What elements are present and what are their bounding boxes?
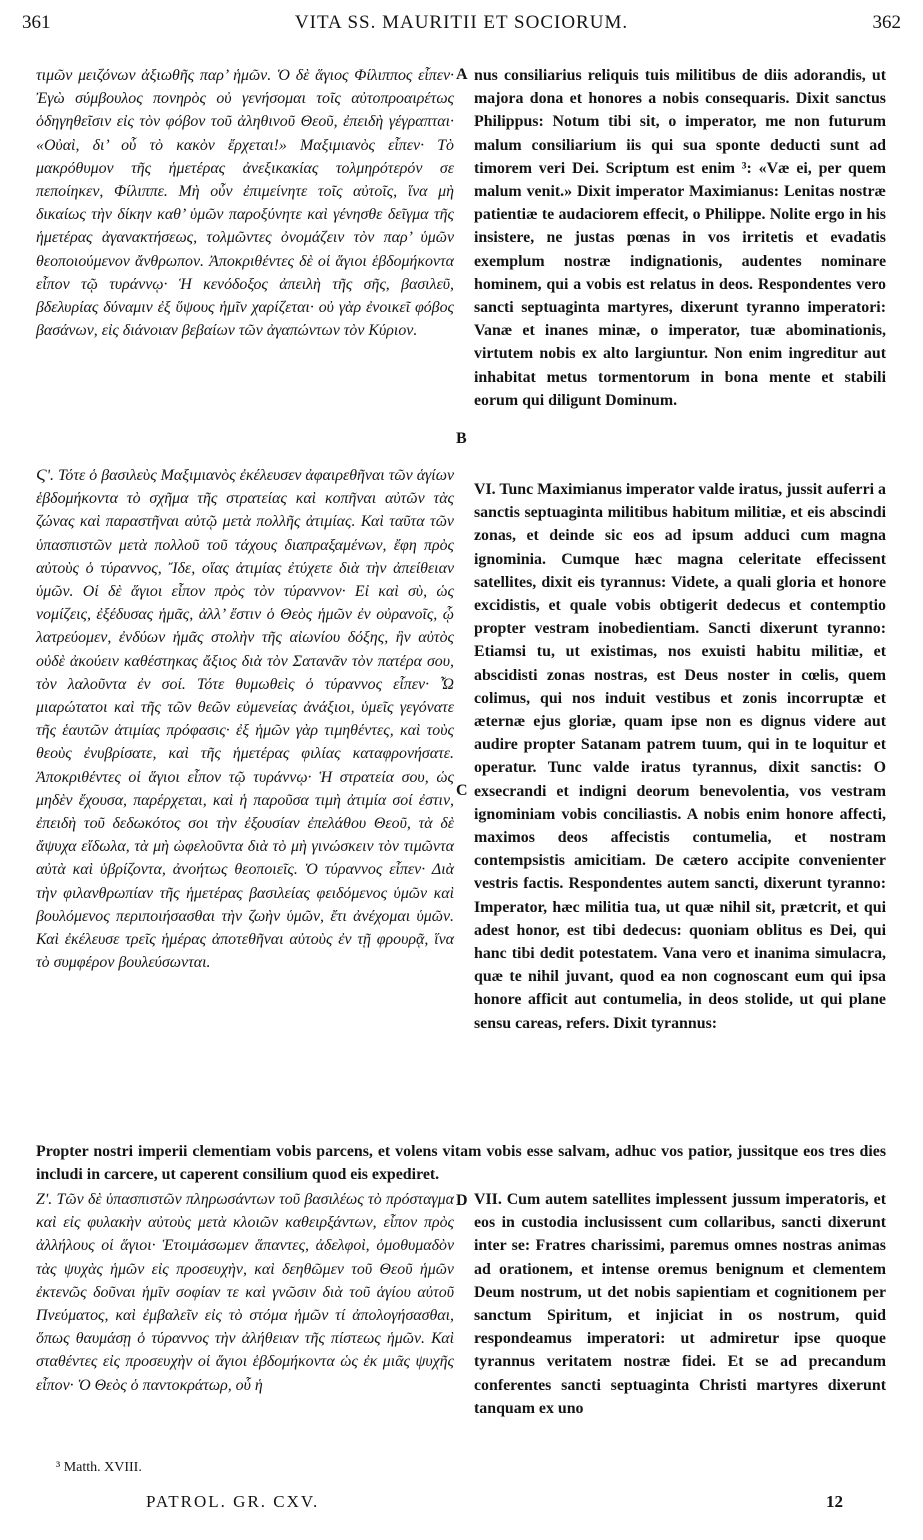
gathering-number: 12 [826,1492,843,1511]
greek-paragraph-3: Ζʹ. Τῶν δὲ ὑπασπιστῶν πληρωσάντων τοῦ βασιλέως τὸ πρόσταγμα καὶ εἰς φυλακὴν αὐτοὺς μετὰ κλοιῶν καθειρξάντων, εἶπον πρὸς ἀλλήλους οἱ ἅγιοι· Ἑτοιμάσωμεν ἅπαντες, ἀδελφοὶ, ὁμοθυμαδὸν τὰς ψυχὰς ἡμῶν εἰς προσευχὴν, καὶ δεηθῶμεν τοῦ Θεοῦ ἡμῶν ἐκτενῶς δοῦναι ἡμῖν σοφίαν τε καὶ γνῶσιν διὰ τοῦ ἁγίου αὐτοῦ Πνεύματος, καὶ ἐμβαλεῖν εἰς τὸ στόμα ἡμῶν τί ἀπολογήσασθαι, ὅπως θαυμάσῃ ὁ τύραννος τὴν ἀλήθειαν τῆς πίστεως ἡμῶν. Καὶ σταθέντες εἰς προσευχὴν οἱ ἅγιοι ἑβδομήκοντα ὡς ἐκ μιᾶς ψυχῆς εἶπον· Ὁ Θεὸς ὁ παντοκράτωρ, οὗ ἡ [36,1191,454,1394]
page-number-right: 362 [872,12,901,33]
latin-column-top [474,64,886,412]
latin-column-middle [474,478,886,1035]
running-title: VITA SS. MAURITII ET SOCIORUM. [294,12,629,33]
greek-paragraph-2: Ϛʹ. Τότε ὁ βασιλεὺς Μαξιμιανὸς ἐκέλευσεν ἀφαιρεθῆναι τῶν ἁγίων ἑβδομήκοντα τὸ σχῆμα τῆς στρατείας καὶ κοπῆναι αὐτῶν τὰς ζώνας καὶ παραστῆναι αὐτῷ μετὰ πολλῆς ἀτιμίας. Καὶ ταῦτα τῶν ὑπασπιστῶν μετὰ πολλοῦ τοῦ τάχους διαπραξαμένων, ἔφη πρὸς αὐτοὺς ὁ τύραννος, Ἴδε, οἵας ἀτιμίας ἐτύχετε διὰ τὴν ἀπείθειαν ὑμῶν. Οἱ δὲ ἅγιοι εἶπον πρὸς τὸν τύραννον· Εἰ καὶ σὺ, ὡς νομίζεις, ἐξέδυσας ἡμᾶς, ἀλλ’ ἔστιν ὁ Θεὸς ἡμῶν ἐν οὐρανοῖς, ᾧ λατρεύομεν, ἐνδύων ἡμᾶς στολὴν τῆς αἰωνίου δόξης, ἣν αὐτὸς οὐδὲ ἀκούειν καθέστηκας ἄξιος διὰ τὸν Σατανᾶν τὸν πατέρα σου, τὸν λαλοῦντα ἐν σοί. Τότε θυμωθεὶς ὁ τύραννος εἶπεν· Ὦ μιαρώτατοι καὶ τῆς τῶν θεῶν εὐμενείας ἀνάξιοι, ὑμεῖς γεγόνατε τῆς ἑαυτῶν ἀτιμίας πρόφασις· ἐξ ἡμῶν γὰρ τιμηθέντες, καὶ τοὺς θεοὺς ἐνυβρίσατε, καὶ τῆς ἡμετέρας φιλίας καταφρονήσατε. Ἀποκριθέντες οἱ ἅγιοι εἶπον τῷ τυράννῳ· Ἡ στρατεία σου, ὡς μηδὲν ἔχουσα, παρέρχεται, καὶ ἡ παροῦσα τιμὴ ἀτιμία σοί ἐστιν, ἐπειδὴ τοῦ δεδωκότος σοι τὴν ἐξουσίαν ἐπελάθου Θεοῦ, τὰ δὲ ἄψυχα εἴδωλα, τὰ μὴ ὠφελοῦντα διὰ τὸ μὴ γινώσκειν τὸν τιμῶντα αὐτὰ καὶ ὑβρίζοντα, ἀνοήτως θεοποιεῖς. Ὁ τύραννος εἶπεν· Διὰ τὴν φιλανθρωπίαν τῆς ἡμετέρας βασιλείας φειδόμενος ὑμῶν καὶ βουλόμενος περιποιήσασθαι τὴν ζωὴν ὑμῶν, ἔτι ἀνέχομαι ὑμῶν. Καὶ ἐκέλευσε τρεῖς ἡμέρας ἀποτεθῆναι αὐτοὺς ἐν τῇ φρουρᾷ, ἵνα τὸ συμφέρον βουλεύσωνται. [36,467,454,972]
latin-column-bottom [474,1188,886,1420]
latin-paragraph-3: VII. Cum autem satellites implessent jussum imperatoris, et eos in custodia inclusissent cum collaribus, sancti dixerunt inter se: Fratres charissimi, paremus omnes nostras animas ad orationem, et intense oremus benignum et clementem Deum nostrum, ut det nobis sapientiam et cognitionem per sanctum Spiritum, et injiciat in os nostrum, quid respondeamus imperatori: ut admiretur ipse quoque tyrannus veritatem nostræ fidei. Et se ad precandum conferentes sancti septuaginta Christi martyres dixerunt tanquam ex uno [474,1191,886,1417]
footnote: ³ Matth. XVIII. [56,1460,142,1475]
greek-column-bottom [36,1188,454,1397]
section-marker-b: B [456,430,467,447]
greek-paragraph-1: τιμῶν μειζόνων ἀξιωθῆς παρ’ ἡμῶν. Ὁ δὲ ἅγιος Φίλιππος εἶπεν· Ἐγὼ σύμβουλος πονηρὸς οὐ γενήσομαι τοῖς αὐτοπροαιρέτως ὁδηγηθεῖσιν εἰς τὸν φόβον τοῦ ἀληθινοῦ Θεοῦ, ἐπειδὴ γέγραπται· «Οὐαὶ, δι’ οὗ τὸ κακὸν ἔρχεται!» Μαξιμιανὸς εἶπεν· Τὸ μακρόθυμον τῆς ἡμετέρας ἀνεξικακίας τολμηρότερόν σε πεποίηκεν, Φίλιππε. Μὴ οὖν ἐπιμείνητε τοῖς αὐτοῖς, ἵνα μὴ δικαίως τὴν δίκην καθ’ ὑμῶν παροξύνητε καὶ γένησθε δεῖγμα τῆς ἡμετέρας ἀγανακτήσεως, τολμῶντες ὀνομάζειν τὸν παρ’ ὑμῶν θεοποιούμενον ἄνθρωπον. Ἀποκριθέντες δὲ οἱ ἅγιοι ἑβδομήκοντα εἶπον τῷ τυράννῳ· Ἡ κενόδοξος ἀπειλὴ τῆς σῆς, βασιλεῦ, βδελυρίας δύναμιν ἐξ ὕψους ἡμῖν χαρίζεται· οὐ γὰρ ἐνοικεῖ φόβος βασάνων, εἰς διάνοιαν βεβαίων τῶν ἀγαπώντων τὸν Κύριον. [36,67,454,340]
page-footer [22,1488,901,1518]
latin-paragraph-1: nus consiliarius reliquis tuis militibus de diis adorandis, ut majora dona et honores a nobis consequaris. Dixit sanctus Philippus: Notum tibi sit, o imperator, me non futurum malum consiliarium iis qui sua sponte deducti sunt ad timorem veri Dei. Scriptum est enim ³: «Væ ei, per quem malum venit.» Dixit imperator Maximianus: Lenitas nostræ patientiæ te audaciorem effecit, o Philippe. Nolite ergo in his insistere, ne justas pœnas in vos irritetis et evadatis exemplum nostræ indignationis, audentes nominare hominem, qui a vobis est relatus in deos. Respondentes vero sancti septuaginta martyres, dixerunt tyranno imperatori: Vanæ et inanes minæ, o imperator, tuæ abominationis, virtutem nobis ex alto largiuntur. Non enim ingreditur aut inhabitat metus tormentorum in bona mente et stabili eorum qui diligunt Dominum. [474,67,886,409]
latin-continuation: Propter nostri imperii clementiam vobis parcens, et volens vitam vobis esse salvam, adhuc vos patior, jussitque eos tres dies includi in carcere, ut caperent consilium quod eis expediret. [36,1143,886,1183]
greek-column-top [36,64,454,342]
section-marker-c: C [456,782,468,799]
greek-column-middle [36,464,454,974]
page-header [22,6,901,36]
section-marker-a: A [456,66,468,83]
section-marker-d: D [456,1192,468,1209]
latin-paragraph-2: VI. Tunc Maximianus imperator valde iratus, jussit auferri a sanctis septuaginta militibus habitum militiæ, et eis abscindi zonas, et deinde sic eos ad ipsum adduci cum magna ignominia. Cumque hæc magna celeritate effecissent satellites, dixit eis tyrannus: Videte, a quali gloria et honore excidistis, et quale vobis obtigerit dedecus et contemptio propter vestram inobedientiam. Sancti dixerunt tyranno: Etiamsi tu, ut existimas, nos exuisti habitu militiæ, et abscidisti zonas nostras, est Deus noster in cœlis, quem colimus, qui nos induit vestibus et zonis incorruptæ et æternæ ejus gloriæ, quam ipse non es dignus videre aut audire propter Satanam patrem tuum, qui in te loquitur et operatur. Tunc valde iratus tyrannus, dixit sanctis: O exsecrandi et indigni deorum benevolentia, vos vestram ignominiam vobis conciliastis. A nobis enim honore affecti, maximos deos affecistis contumelia, et nostram contempsistis amicitiam. De cætero accipite convenienter vestris factis. Respondentes autem sancti, dixerunt tyranno: Imperator, hæc militia tua, ut quæ nihil sit, prætcrit, et qui adest honor, est tibi dedecus: quoniam oblitus es Dei, qui hanc tibi dedit potestatem. Vana vero et inanima simulacra, quæ te nihil juvant, quod ea non cognoscant eum qui ipsa honore afficit aut contumelia, in deos stolide, ut qui plane sensu careas, refers. Dixit tyrannus: [474,481,886,1032]
page-number-left: 361 [22,12,51,33]
signature-mark: PATROL. GR. CXV. [146,1492,320,1511]
